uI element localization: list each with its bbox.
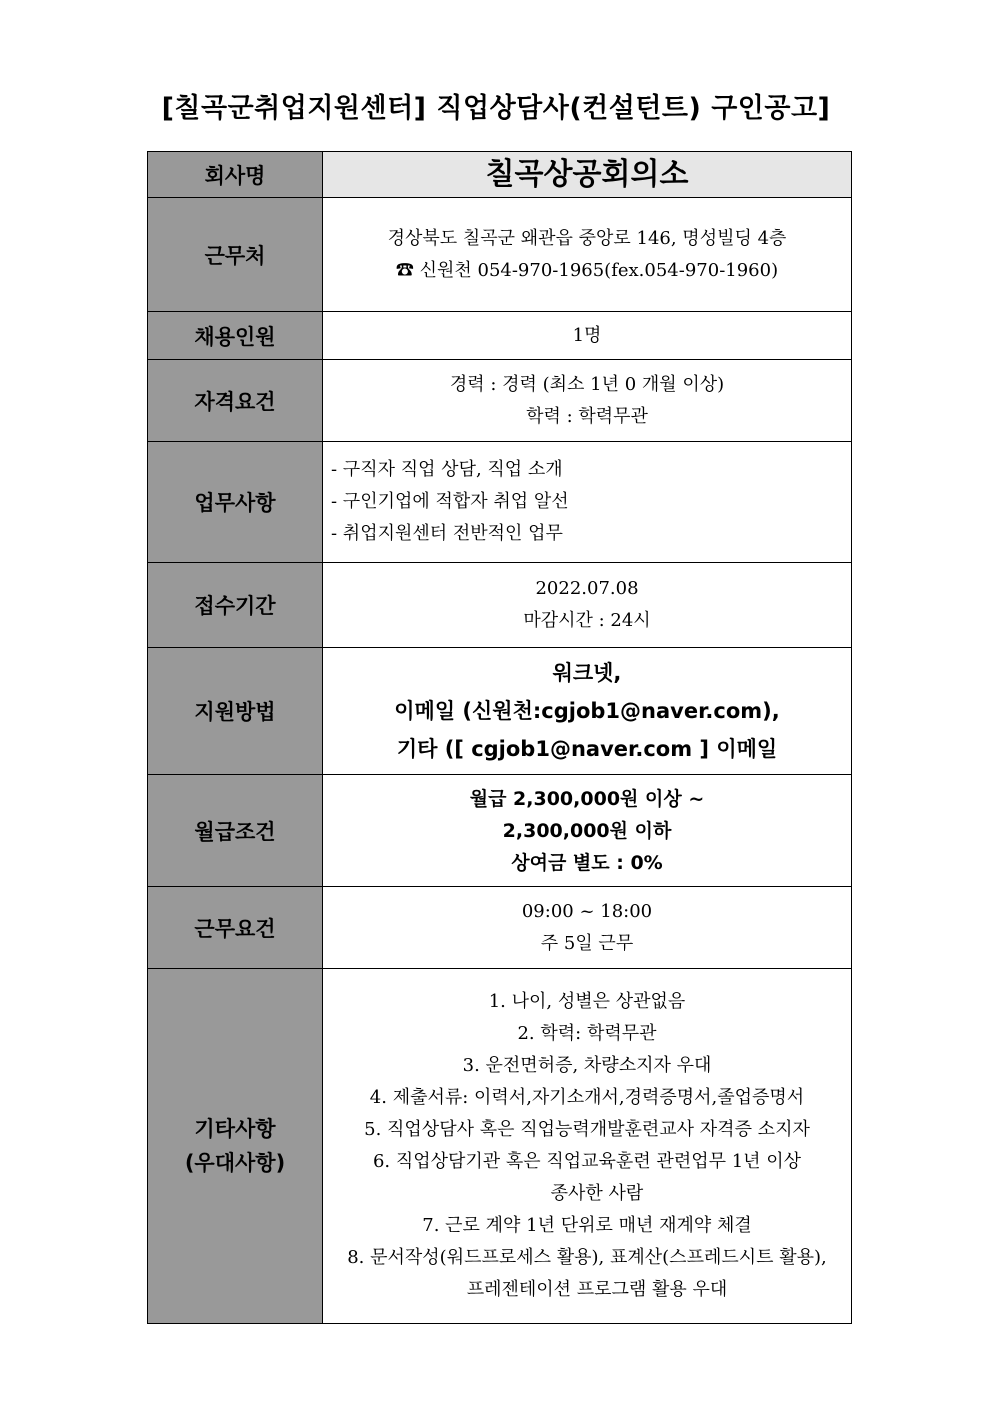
- apply-line: 기타 ([ cgjob1@naver.com ] 이메일: [396, 737, 778, 761]
- note-item: 6. 직업상담기관 혹은 직업교육훈련 관련업무 1년 이상: [372, 1151, 802, 1172]
- duty-item: - 구직자 직업 상담, 직업 소개: [331, 459, 563, 480]
- qualifications-label: 자격요건: [148, 360, 323, 442]
- qualification-experience: 경력 : 경력 (최소 1년 0 개월 이상): [449, 373, 725, 395]
- note-item: 4. 제출서류: 이력서,자기소개서,경력증명서,졸업증명서: [369, 1087, 805, 1108]
- note-item: 1. 나이, 성별은 상관없음: [488, 991, 686, 1012]
- workplace-label: 근무처: [148, 198, 323, 312]
- notes-value: [323, 969, 852, 1324]
- row-headcount: [148, 312, 852, 360]
- salary-line: 월급 2,300,000원 이상 ~: [469, 787, 705, 810]
- period-date: 2022.07.08: [535, 578, 639, 599]
- company-value: 칠곡상공회의소: [323, 152, 852, 198]
- qualification-education: 학력 : 학력무관: [526, 405, 648, 427]
- row-apply: [148, 648, 852, 775]
- row-period: [148, 563, 852, 648]
- period-value: [323, 563, 852, 648]
- company-label: 회사명: [148, 152, 323, 198]
- salary-value: [323, 775, 852, 887]
- duty-item: - 구인기업에 적합자 취업 알선: [331, 491, 569, 512]
- hours-days: 주 5일 근무: [540, 932, 634, 954]
- page-title: [칠곡군취업지원센터] 직업상담사(컨설턴트) 구인공고]: [161, 93, 831, 124]
- period-label: 접수기간: [148, 563, 323, 648]
- notes-label: [148, 969, 323, 1324]
- row-company: [148, 152, 852, 198]
- duty-item: - 취업지원센터 전반적인 업무: [331, 523, 563, 544]
- workplace-value: [323, 198, 852, 312]
- note-item: 3. 운전면허증, 차량소지자 우대: [462, 1055, 712, 1076]
- workplace-contact: ☎ 신원천 054-970-1965(fex.054-970-1960): [395, 259, 779, 281]
- note-item: 7. 근로 계약 1년 단위로 매년 재계약 체결: [422, 1215, 752, 1236]
- duties-label: 업무사항: [148, 442, 323, 563]
- qualifications-value: [323, 360, 852, 442]
- salary-line: 상여금 별도 : 0%: [511, 851, 663, 874]
- duties-value: [323, 442, 852, 563]
- headcount-label: 채용인원: [148, 312, 323, 360]
- hours-value: [323, 887, 852, 969]
- salary-label: 월급조건: [148, 775, 323, 887]
- row-salary: [148, 775, 852, 887]
- note-item: 5. 직업상담사 혹은 직업능력개발훈련교사 자격증 소지자: [364, 1119, 810, 1140]
- workplace-address: 경상북도 칠곡군 왜관읍 중앙로 146, 명성빌딩 4층: [387, 227, 787, 249]
- note-item-continuation: 종사한 사람: [550, 1183, 644, 1204]
- notes-label-sub: (우대사항): [184, 1151, 286, 1175]
- row-workplace: [148, 198, 852, 312]
- hours-label: 근무요건: [148, 887, 323, 969]
- row-qualifications: [148, 360, 852, 442]
- period-deadline: 마감시간 : 24시: [523, 610, 651, 631]
- apply-label: 지원방법: [148, 648, 323, 775]
- note-item-continuation: 프레젠테이션 프로그램 활용 우대: [466, 1279, 728, 1300]
- apply-line: 이메일 (신원천:cgjob1@naver.com),: [394, 699, 780, 723]
- row-duties: [148, 442, 852, 563]
- salary-line: 2,300,000원 이하: [502, 819, 672, 842]
- apply-line: 워크넷,: [552, 661, 622, 685]
- hours-time: 09:00 ~ 18:00: [521, 900, 653, 922]
- notes-label-main: 기타사항: [194, 1117, 276, 1141]
- job-posting-table: [147, 151, 852, 1324]
- row-notes: [148, 969, 852, 1324]
- note-item: 8. 문서작성(워드프로세스 활용), 표계산(스프레드시트 활용),: [347, 1247, 827, 1268]
- note-item: 2. 학력: 학력무관: [517, 1023, 657, 1044]
- row-hours: [148, 887, 852, 969]
- apply-value: [323, 648, 852, 775]
- headcount-value: 1명: [323, 312, 852, 360]
